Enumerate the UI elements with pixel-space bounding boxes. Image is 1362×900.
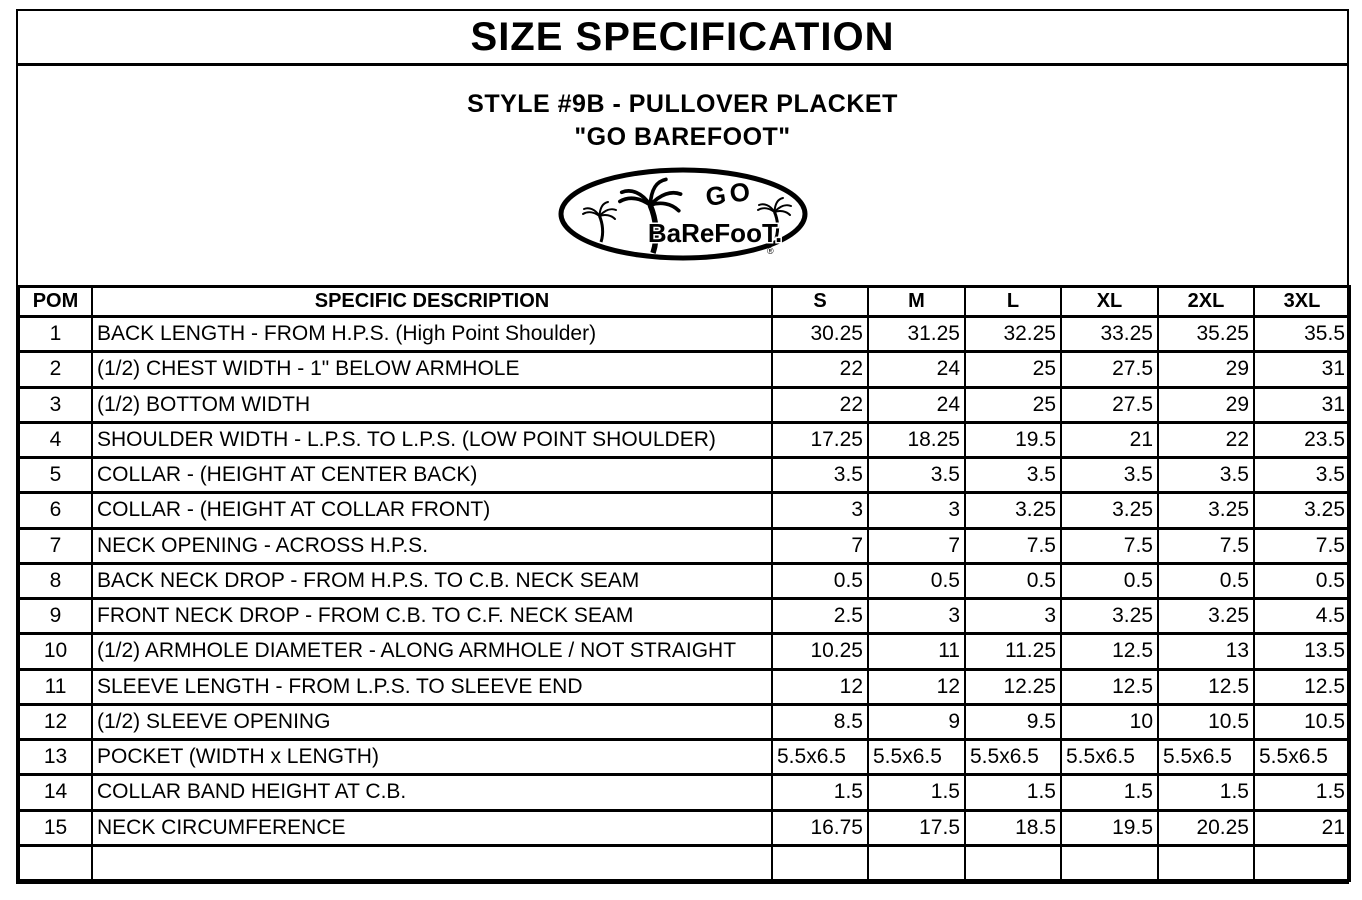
- size-value-cell: 3.25: [965, 493, 1061, 528]
- size-value-cell: 24: [868, 352, 965, 387]
- size-value-cell: 5.5x6.5: [868, 740, 965, 775]
- size-value-cell: 22: [772, 352, 868, 387]
- column-header-l: L: [965, 287, 1061, 317]
- size-value-cell: 12.25: [965, 669, 1061, 704]
- registered-trademark-symbol: ®: [766, 246, 774, 256]
- description-cell: NECK CIRCUMFERENCE: [92, 810, 772, 845]
- size-value-cell: 7.5: [1061, 528, 1158, 563]
- table-row: [19, 458, 1350, 493]
- table-row: [19, 563, 1350, 598]
- size-value-cell: [772, 845, 868, 880]
- table-header-row: [19, 287, 1350, 317]
- size-value-cell: [1158, 845, 1254, 880]
- size-value-cell: 13: [1158, 634, 1254, 669]
- size-value-cell: 7: [772, 528, 868, 563]
- column-header-m: M: [868, 287, 965, 317]
- size-value-cell: 9: [868, 704, 965, 739]
- pom-cell: [19, 845, 92, 880]
- size-value-cell: 29: [1158, 387, 1254, 422]
- table-row: [19, 810, 1350, 845]
- size-value-cell: 17.5: [868, 810, 965, 845]
- size-value-cell: 25: [965, 387, 1061, 422]
- size-value-cell: 9.5: [965, 704, 1061, 739]
- size-value-cell: 8.5: [772, 704, 868, 739]
- size-value-cell: 17.25: [772, 422, 868, 457]
- table-row: [19, 528, 1350, 563]
- table-row: [19, 352, 1350, 387]
- table-row: [19, 845, 1350, 880]
- table-row: [19, 634, 1350, 669]
- size-value-cell: 7.5: [1158, 528, 1254, 563]
- description-cell: BACK NECK DROP - FROM H.P.S. TO C.B. NECK SEAM: [92, 563, 772, 598]
- size-value-cell: 3.25: [1254, 493, 1350, 528]
- document-frame: [16, 9, 1349, 884]
- description-cell: FRONT NECK DROP - FROM C.B. TO C.F. NECK SEAM: [92, 599, 772, 634]
- size-value-cell: 31: [1254, 352, 1350, 387]
- size-value-cell: 18.5: [965, 810, 1061, 845]
- size-value-cell: 11.25: [965, 634, 1061, 669]
- size-value-cell: 12.5: [1254, 669, 1350, 704]
- description-cell: (1/2) ARMHOLE DIAMETER - ALONG ARMHOLE / NOT STRAIGHT: [92, 634, 772, 669]
- pom-cell: 10: [19, 634, 92, 669]
- size-value-cell: 12.5: [1061, 669, 1158, 704]
- pom-cell: 4: [19, 422, 92, 457]
- table-row: [19, 317, 1350, 352]
- pom-cell: 12: [19, 704, 92, 739]
- size-value-cell: [965, 845, 1061, 880]
- size-value-cell: 31.25: [868, 317, 965, 352]
- size-value-cell: 3: [868, 493, 965, 528]
- logo-go-text: GO: [703, 175, 756, 212]
- size-value-cell: [868, 845, 965, 880]
- description-cell: COLLAR BAND HEIGHT AT C.B.: [92, 775, 772, 810]
- description-cell: (1/2) CHEST WIDTH - 1" BELOW ARMHOLE: [92, 352, 772, 387]
- size-value-cell: 21: [1061, 422, 1158, 457]
- size-value-cell: 18.25: [868, 422, 965, 457]
- table-row: [19, 740, 1350, 775]
- size-value-cell: 7: [868, 528, 965, 563]
- size-value-cell: 12: [772, 669, 868, 704]
- size-value-cell: 3.25: [1061, 599, 1158, 634]
- size-value-cell: 1.5: [868, 775, 965, 810]
- size-value-cell: 3: [772, 493, 868, 528]
- size-value-cell: 19.5: [965, 422, 1061, 457]
- description-cell: COLLAR - (HEIGHT AT CENTER BACK): [92, 458, 772, 493]
- size-value-cell: 5.5x6.5: [1061, 740, 1158, 775]
- description-cell: BACK LENGTH - FROM H.P.S. (High Point Shoulder): [92, 317, 772, 352]
- pom-cell: 5: [19, 458, 92, 493]
- size-value-cell: 20.25: [1158, 810, 1254, 845]
- table-row: [19, 599, 1350, 634]
- column-header-description: SPECIFIC DESCRIPTION: [92, 287, 772, 317]
- description-cell: COLLAR - (HEIGHT AT COLLAR FRONT): [92, 493, 772, 528]
- size-value-cell: 3.5: [772, 458, 868, 493]
- logo-barefoot-text: BaReFooT.: [647, 218, 782, 248]
- size-value-cell: 10.25: [772, 634, 868, 669]
- pom-cell: 14: [19, 775, 92, 810]
- size-value-cell: 0.5: [868, 563, 965, 598]
- size-value-cell: 5.5x6.5: [1158, 740, 1254, 775]
- size-value-cell: 12: [868, 669, 965, 704]
- size-value-cell: 3.5: [868, 458, 965, 493]
- size-value-cell: 3.25: [1158, 599, 1254, 634]
- size-value-cell: 27.5: [1061, 352, 1158, 387]
- size-value-cell: 3.5: [1061, 458, 1158, 493]
- size-value-cell: 1.5: [965, 775, 1061, 810]
- table-row: [19, 493, 1350, 528]
- column-header-2xl: 2XL: [1158, 287, 1254, 317]
- pom-cell: 2: [19, 352, 92, 387]
- size-value-cell: 13.5: [1254, 634, 1350, 669]
- pom-cell: 15: [19, 810, 92, 845]
- size-value-cell: 3.25: [1061, 493, 1158, 528]
- size-value-cell: 32.25: [965, 317, 1061, 352]
- size-value-cell: 35.5: [1254, 317, 1350, 352]
- pom-cell: 13: [19, 740, 92, 775]
- description-cell: SHOULDER WIDTH - L.P.S. TO L.P.S. (LOW POINT SHOULDER): [92, 422, 772, 457]
- column-header-pom: POM: [19, 287, 92, 317]
- size-value-cell: 22: [772, 387, 868, 422]
- size-value-cell: 10.5: [1158, 704, 1254, 739]
- spec-table-body: [19, 317, 1350, 881]
- size-value-cell: 0.5: [1061, 563, 1158, 598]
- size-value-cell: 1.5: [1158, 775, 1254, 810]
- page-title: SIZE SPECIFICATION: [18, 11, 1347, 66]
- table-row: [19, 669, 1350, 704]
- size-value-cell: 16.75: [772, 810, 868, 845]
- description-cell: SLEEVE LENGTH - FROM L.P.S. TO SLEEVE END: [92, 669, 772, 704]
- description-cell: POCKET (WIDTH x LENGTH): [92, 740, 772, 775]
- pom-cell: 8: [19, 563, 92, 598]
- pom-cell: 11: [19, 669, 92, 704]
- size-value-cell: 4.5: [1254, 599, 1350, 634]
- pom-cell: 6: [19, 493, 92, 528]
- size-value-cell: 3: [965, 599, 1061, 634]
- size-value-cell: 1.5: [1061, 775, 1158, 810]
- size-value-cell: 1.5: [772, 775, 868, 810]
- size-value-cell: 31: [1254, 387, 1350, 422]
- size-value-cell: 2.5: [772, 599, 868, 634]
- size-value-cell: 24: [868, 387, 965, 422]
- column-header-s: S: [772, 287, 868, 317]
- column-header-3xl: 3XL: [1254, 287, 1350, 317]
- description-cell: (1/2) BOTTOM WIDTH: [92, 387, 772, 422]
- size-value-cell: 12.5: [1158, 669, 1254, 704]
- description-cell: [92, 845, 772, 880]
- size-value-cell: 5.5x6.5: [772, 740, 868, 775]
- style-heading: STYLE #9B - PULLOVER PLACKET: [467, 90, 898, 118]
- table-row: [19, 387, 1350, 422]
- size-value-cell: 0.5: [772, 563, 868, 598]
- pom-cell: 3: [19, 387, 92, 422]
- pom-cell: 7: [19, 528, 92, 563]
- brand-heading: "GO BAREFOOT": [574, 123, 791, 151]
- size-value-cell: 3.5: [965, 458, 1061, 493]
- size-value-cell: 7.5: [965, 528, 1061, 563]
- table-row: [19, 704, 1350, 739]
- size-value-cell: 10.5: [1254, 704, 1350, 739]
- size-value-cell: 23.5: [1254, 422, 1350, 457]
- logo-container: [18, 166, 1347, 262]
- size-value-cell: 29: [1158, 352, 1254, 387]
- size-value-cell: 25: [965, 352, 1061, 387]
- table-row: [19, 422, 1350, 457]
- size-value-cell: 7.5: [1254, 528, 1350, 563]
- size-value-cell: 10: [1061, 704, 1158, 739]
- size-value-cell: 3.25: [1158, 493, 1254, 528]
- size-value-cell: 5.5x6.5: [1254, 740, 1350, 775]
- size-value-cell: 21: [1254, 810, 1350, 845]
- spec-table: [18, 285, 1351, 882]
- size-value-cell: 3.5: [1158, 458, 1254, 493]
- size-value-cell: 35.25: [1158, 317, 1254, 352]
- size-value-cell: [1254, 845, 1350, 880]
- size-value-cell: 5.5x6.5: [965, 740, 1061, 775]
- document-header: [18, 66, 1347, 285]
- description-cell: NECK OPENING - ACROSS H.P.S.: [92, 528, 772, 563]
- table-row: [19, 775, 1350, 810]
- size-value-cell: 0.5: [1254, 563, 1350, 598]
- size-value-cell: 3.5: [1254, 458, 1350, 493]
- size-value-cell: [1061, 845, 1158, 880]
- column-header-xl: XL: [1061, 287, 1158, 317]
- size-value-cell: 1.5: [1254, 775, 1350, 810]
- size-value-cell: 3: [868, 599, 965, 634]
- size-value-cell: 30.25: [772, 317, 868, 352]
- size-value-cell: 27.5: [1061, 387, 1158, 422]
- size-value-cell: 12.5: [1061, 634, 1158, 669]
- size-value-cell: 19.5: [1061, 810, 1158, 845]
- pom-cell: 1: [19, 317, 92, 352]
- size-value-cell: 33.25: [1061, 317, 1158, 352]
- size-value-cell: 11: [868, 634, 965, 669]
- size-value-cell: 0.5: [965, 563, 1061, 598]
- pom-cell: 9: [19, 599, 92, 634]
- go-barefoot-logo: [557, 166, 809, 262]
- size-value-cell: 0.5: [1158, 563, 1254, 598]
- description-cell: (1/2) SLEEVE OPENING: [92, 704, 772, 739]
- size-value-cell: 22: [1158, 422, 1254, 457]
